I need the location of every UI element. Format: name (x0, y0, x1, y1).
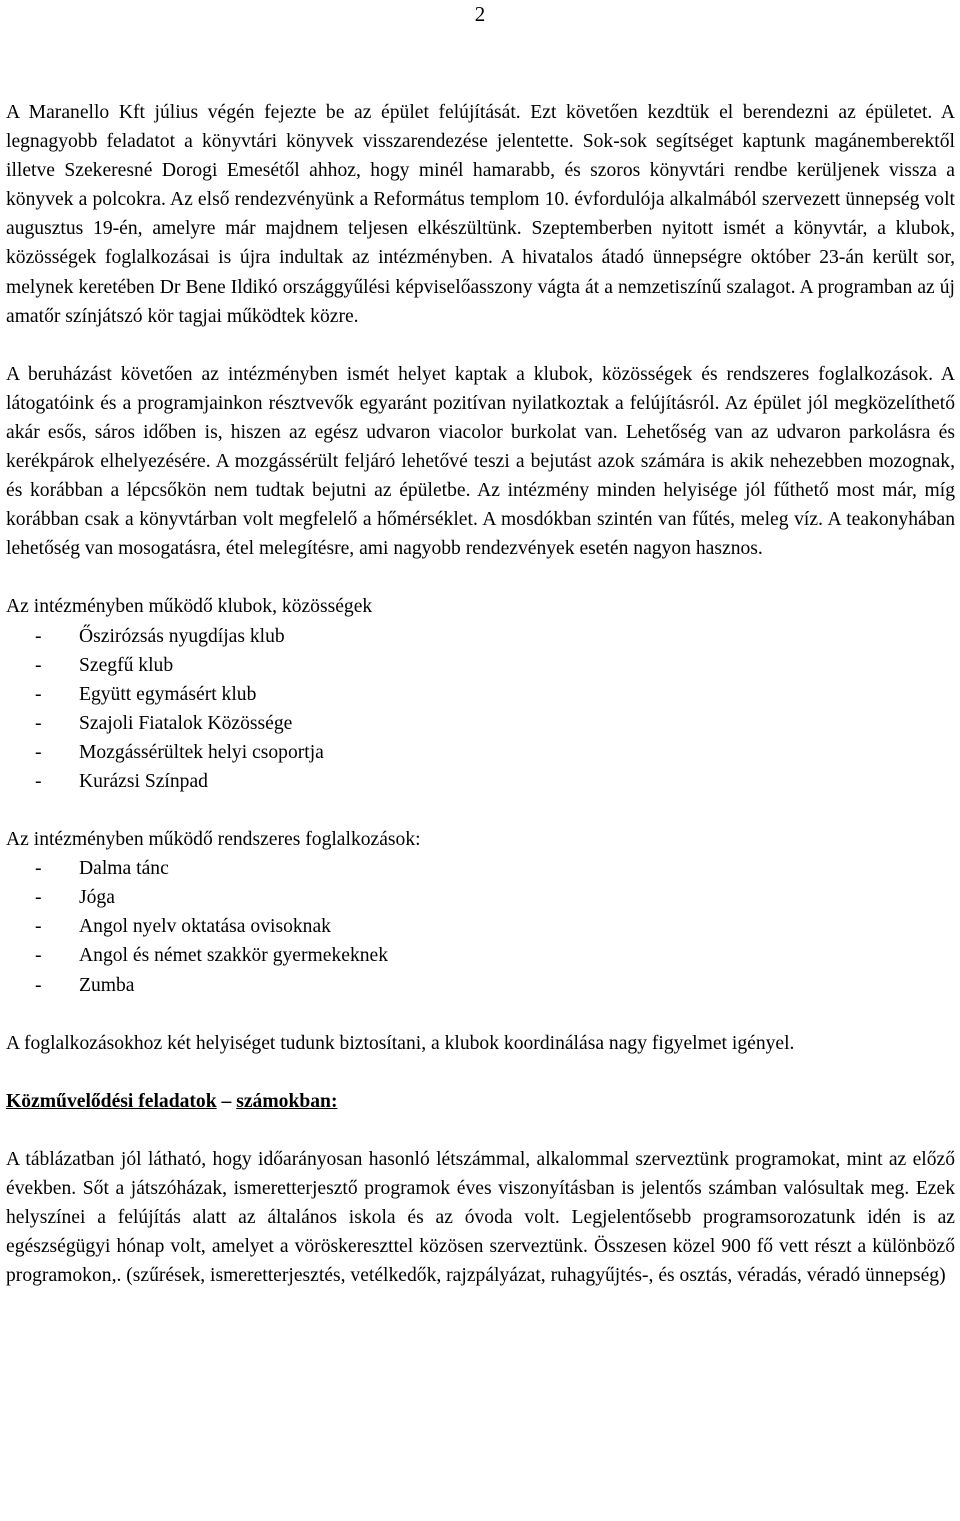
list-item-label: Angol nyelv oktatása ovisoknak (79, 916, 331, 938)
list-dash: - (35, 916, 42, 938)
list-dash: - (35, 974, 42, 996)
list-item-label: Jóga (79, 887, 115, 909)
activities-list-title: Az intézményben működő rendszeres foglalkozások: (6, 829, 421, 851)
list-dash: - (35, 741, 42, 763)
document-body (6, 98, 955, 1290)
list-dash: - (35, 945, 42, 967)
list-item-label: Dalma tánc (79, 858, 169, 880)
list-item-label: Zumba (79, 974, 135, 996)
section-heading (6, 1087, 955, 1116)
list-item-label: Kurázsi Színpad (79, 770, 208, 792)
list-item (6, 971, 955, 1000)
list-item (6, 680, 955, 709)
paragraph-statistics: A táblázatban jól látható, hogy időarányosan hasonló létszámmal, alkalommal szerveztünk programokat, mint az előző években. Sőt a játszóházak, ismeretterjesztő programok éves viszonyításban is jelentős számban valósultak meg. Ezek helyszínei a felújítás alatt az általános iskola és az óvoda volt. Legjelentősebb programsorozatunk idén is az egészségügyi hónap volt, amelyet a vöröskereszttel közösen szerveztünk. Összesen közel 900 fő vett részt a különböző programokon,. (szűrések, ismeretterjesztés, vetélkedők, rajzpályázat, ruhagyűjtés-, és osztás, véradás, véradó ünnepség) (6, 1148, 955, 1287)
list-item (6, 709, 955, 738)
list-item (6, 883, 955, 912)
list-item-label: Szajoli Fiatalok Közössége (79, 712, 293, 734)
list-item (6, 912, 955, 941)
activities-list (6, 854, 955, 999)
clubs-list-title: Az intézményben működő klubok, közösségek (6, 596, 373, 618)
list-item-label: Szegfű klub (79, 654, 174, 676)
list-dash: - (35, 683, 42, 705)
list-item (6, 622, 955, 651)
list-item (6, 767, 955, 796)
list-item (6, 651, 955, 680)
section-heading-part1: Közművelődési feladatok (6, 1090, 217, 1112)
section-heading-separator: – (216, 1090, 237, 1112)
list-item-label: Mozgássérültek helyi csoportja (79, 741, 324, 763)
paragraph-facilities: A beruházást követően az intézményben ismét helyet kaptak a klubok, közösségek és rendszeres foglalkozások. A látogatóink és a programjainkon résztvevők egyaránt pozitívan nyilatkoztak a felújításról. Az épület jól megközelíthető akár esős, sáros időben is, hiszen az egész udvaron viacolor burkolat van. Lehetőség van az udvaron parkolásra és kerékpárok elhelyezésére. A mozgássérült feljáró lehetővé teszi a bejutást azok számára is akik nehezebben mozognak, és korábban a lépcsőkön nem tudtak bejutni az épületbe. Az intézmény minden helyisége jól fűthető most már, míg korábban csak a könyvtárban volt megfelelő a hőmérséklet. A mosdókban szintén van fűtés, meleg víz. A teakonyhában lehetőség van mosogatásra, étel melegítésre, ami nagyobb rendezvények esetén nagyon hasznos. (6, 363, 955, 560)
paragraph-renovation: A Maranello Kft július végén fejezte be az épület felújítását. Ezt követően kezdtük el berendezni az épületet. A legnagyobb feladatot a könyvtári könyvek visszarendezése jelentette. Sok-sok segítséget kaptunk magánemberektől illetve Szekeresné Dorogi Emesétől ahhoz, hogy minél hamarabb, és szoros könyvtári rendbe kerüljenek vissza a könyvek a polcokra. Az első rendezvényünk a Református templom 10. évfordulója alkalmából szervezett ünnepség volt augusztus 19-én, amelyre már majdnem teljesen elkészültünk. Szeptemberben nyitott ismét a könyvtár, a klubok, közösségek foglalkozásai is újra indultak az intézményben. A hivatalos átadó ünnepségre október 23-án került sor, melynek keretében Dr Bene Ildikó országgyűlési képviselőasszony vágta át a nemzetiszínű szalagot. A programban az új amatőr színjátszó kör tagjai működtek közre. (6, 102, 955, 327)
list-item (6, 738, 955, 767)
list-dash: - (35, 858, 42, 880)
paragraph-rooms: A foglalkozásokhoz két helyiséget tudunk biztosítani, a klubok koordinálása nagy figyelmet igényel. (6, 1032, 795, 1054)
list-item-label: Őszirózsás nyugdíjas klub (79, 625, 285, 647)
list-item-label: Együtt egymásért klub (79, 683, 257, 705)
list-item (6, 854, 955, 883)
list-item-label: Angol és német szakkör gyermekeknek (79, 945, 389, 967)
clubs-list (6, 622, 955, 797)
list-dash: - (35, 654, 42, 676)
page-number: 2 (474, 2, 486, 26)
list-dash: - (35, 770, 42, 792)
list-item (6, 941, 955, 970)
list-dash: - (35, 887, 42, 909)
section-heading-part2: számokban: (236, 1090, 338, 1112)
list-dash: - (35, 625, 42, 647)
list-dash: - (35, 712, 42, 734)
